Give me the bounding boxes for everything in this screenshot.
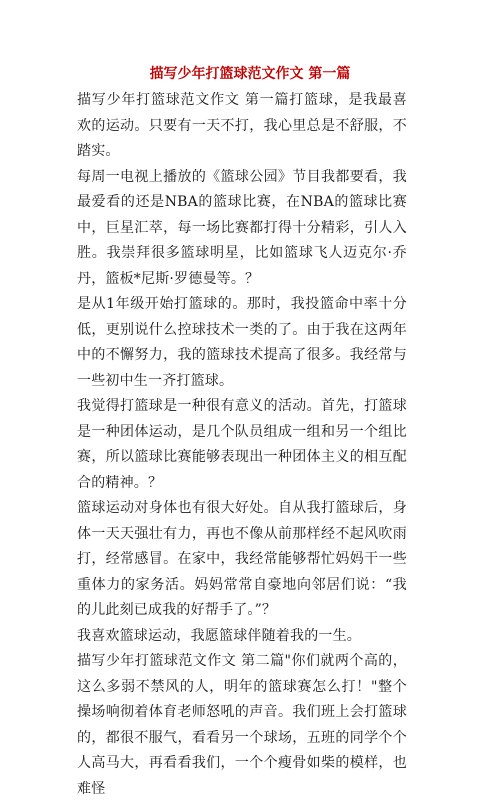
- paragraph: 描写少年打篮球范文作文 第二篇"你们就两个高的，这么多弱不禁风的人，明年的篮球赛怎么打！"整个操场响彻着体育老师怒吼的声音。我们班上会打篮球的，都很不服气，看看另一个球场，五班的同学个个人高马大，再看看我们，一个个瘦骨如柴的模样，也难怪: [77, 653, 407, 797]
- paragraph: 我喜欢篮球运动，我愿篮球伴随着我的一生。: [77, 627, 361, 644]
- paragraph: 每周一电视上播放的《篮球公园》节目我都要看，我最爱看的还是NBA的篮球比赛，在NBA的篮球比赛中，巨星汇萃，每一场比赛都打得十分精彩，引人入胜。我崇拜很多篮球明星，比如篮球飞人迈克尔·乔丹，篮板*尼斯·罗德曼等。？: [77, 168, 407, 287]
- document-body: [77, 88, 407, 802]
- paragraph: 我觉得打篮球是一种很有意义的活动。首先，打篮球是一种团体运动，是几个队员组成一组和另一个组比赛，所以篮球比赛能够表现出一种团体主义的相互配合的精神。？: [77, 398, 407, 491]
- paragraph: 是从1年级开始打篮球的。那时，我投篮命中率十分低，更别说什么控球技术一类的了。由于我在这两年中的不懈努力，我的篮球技术提高了很多。我经常与一些初中生一齐打篮球。: [77, 296, 407, 389]
- document-title: 描写少年打篮球范文作文 第一篇: [149, 66, 351, 82]
- paragraph: 描写少年打篮球范文作文 第一篇打篮球，是我最喜欢的运动。只要有一天不打，我心里总是不舒服，不踏实。: [77, 92, 407, 159]
- paragraph: 篮球运动对身体也有很大好处。自从我打篮球后，身体一天天强壮有力，再也不像从前那样经不起风吹雨打，经常感冒。在家中，我经常能够帮忙妈妈干一些重体力的家务活。妈妈常常自豪地向邻居们说：“我的儿此刻已成我的好帮手了。”？: [77, 500, 407, 618]
